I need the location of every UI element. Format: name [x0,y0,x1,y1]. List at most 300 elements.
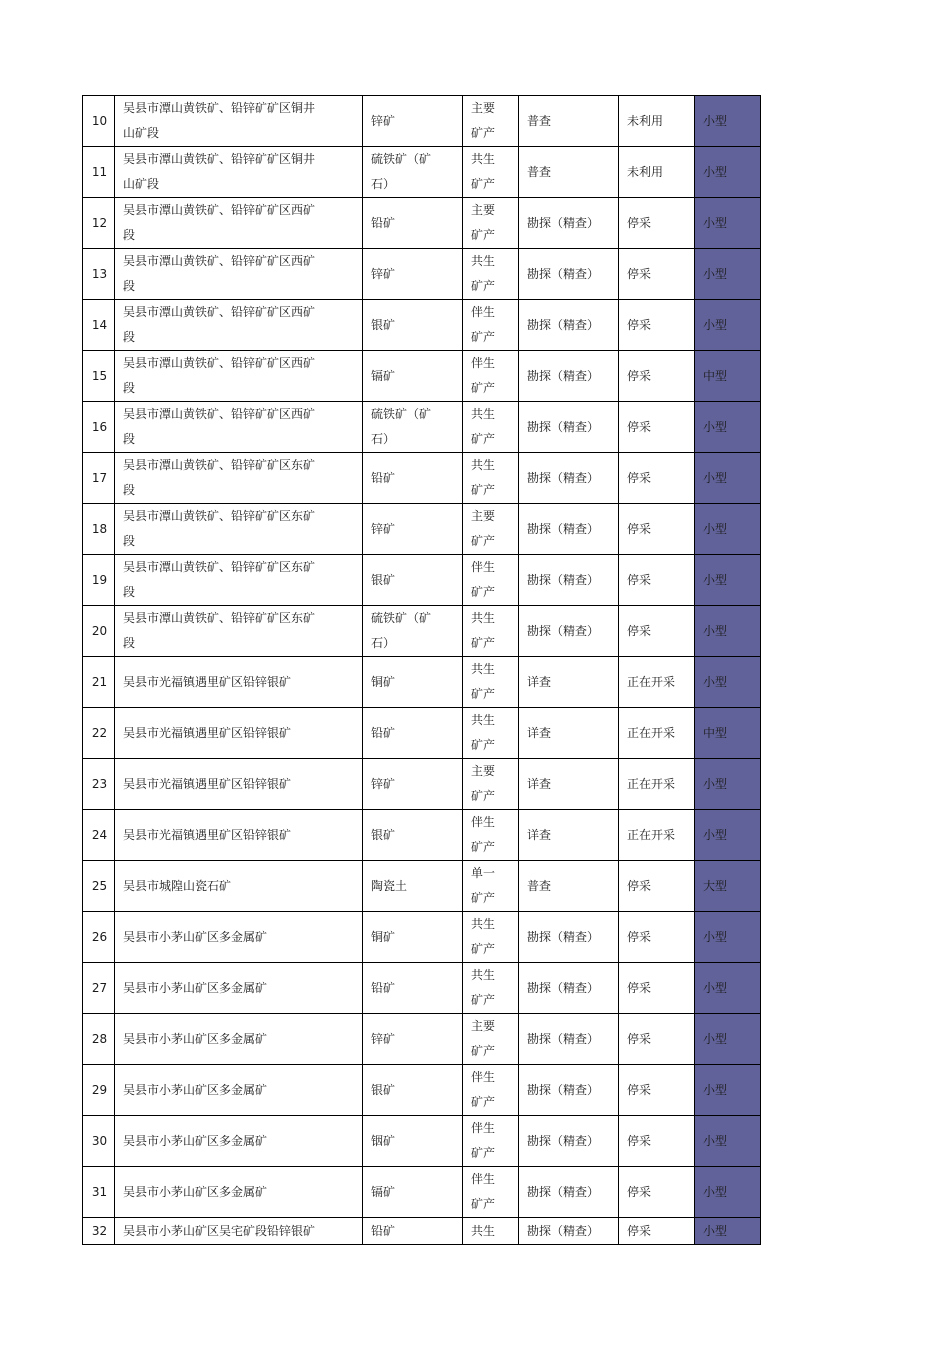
cell-number [83,861,115,912]
cell-number-text: 28 [91,1031,108,1046]
cell-deposit-name-text: 吴县市小茅山矿区多金属矿 [123,1031,268,1046]
cell-mineral-text: 锌矿 [371,1031,396,1046]
cell-deposit-name-text: 吴县市潭山黄铁矿、铅锌矿矿区西矿 段 [123,254,316,293]
cell-mineral-type-text: 单一 矿产 [471,866,496,905]
cell-exploration-stage-text: 勘探（精查） [527,980,600,995]
cell-mining-status [619,810,695,861]
cell-mineral-type [463,300,519,351]
cell-mineral-type-text: 伴生 矿产 [471,1070,496,1109]
cell-exploration-stage [519,1218,619,1245]
cell-mineral-type-text: 共生 [471,1223,496,1238]
cell-number [83,1065,115,1116]
cell-mineral-text: 铜矿 [371,929,396,944]
cell-exploration-stage [519,810,619,861]
cell-mineral-type [463,1065,519,1116]
cell-mining-status-text: 停采 [627,1133,652,1148]
cell-mineral-type [463,1116,519,1167]
cell-number [83,759,115,810]
cell-mineral [363,708,463,759]
cell-number [83,708,115,759]
cell-deposit-size-text: 大型 [703,878,728,893]
table-row [83,657,761,708]
cell-deposit-size [695,402,761,453]
table-row [83,147,761,198]
cell-mineral-text: 硫铁矿（矿 石） [371,611,432,650]
cell-mineral-text: 锌矿 [371,776,396,791]
cell-deposit-name-text: 吴县市小茅山矿区多金属矿 [123,1082,268,1097]
table-row [83,606,761,657]
cell-mineral-text: 陶瓷土 [371,878,408,893]
cell-exploration-stage [519,555,619,606]
cell-deposit-size-text: 小型 [703,1133,728,1148]
cell-exploration-stage-text: 勘探（精查） [527,1133,600,1148]
cell-number-text: 12 [91,215,108,230]
cell-number-text: 19 [91,572,108,587]
cell-deposit-name-text: 吴县市光福镇遇里矿区铅锌银矿 [123,776,292,791]
cell-mineral-type [463,504,519,555]
cell-number [83,147,115,198]
cell-mineral-type-text: 伴生 矿产 [471,356,496,395]
cell-deposit-name [115,402,363,453]
cell-deposit-name-text: 吴县市小茅山矿区多金属矿 [123,1133,268,1148]
cell-deposit-name-text: 吴县市潭山黄铁矿、铅锌矿矿区东矿 段 [123,611,316,650]
cell-deposit-size-text: 小型 [703,317,728,332]
cell-mining-status [619,300,695,351]
cell-deposit-name [115,1218,363,1245]
cell-number [83,555,115,606]
cell-mining-status [619,1014,695,1065]
cell-exploration-stage-text: 详查 [527,674,552,689]
cell-number [83,351,115,402]
cell-deposit-name-text: 吴县市潭山黄铁矿、铅锌矿矿区西矿 段 [123,203,316,242]
cell-exploration-stage-text: 普查 [527,113,552,128]
cell-deposit-name-text: 吴县市潭山黄铁矿、铅锌矿矿区西矿 段 [123,305,316,344]
cell-mineral [363,351,463,402]
cell-deposit-name [115,1167,363,1218]
cell-mineral [363,249,463,300]
cell-mineral-text: 铟矿 [371,1133,396,1148]
cell-exploration-stage [519,708,619,759]
cell-mining-status-text: 停采 [627,1184,652,1199]
cell-number-text: 13 [91,266,108,281]
cell-mineral-type-text: 主要 矿产 [471,1019,496,1058]
cell-deposit-size [695,708,761,759]
cell-mineral-type [463,810,519,861]
cell-exploration-stage-text: 详查 [527,827,552,842]
cell-mineral-type [463,1167,519,1218]
cell-deposit-name-text: 吴县市城隍山瓷石矿 [123,878,232,893]
cell-mining-status [619,1218,695,1245]
cell-exploration-stage-text: 普查 [527,164,552,179]
cell-deposit-name-text: 吴县市小茅山矿区多金属矿 [123,1184,268,1199]
cell-deposit-size [695,300,761,351]
cell-mineral-type [463,861,519,912]
cell-exploration-stage [519,759,619,810]
cell-deposit-size-text: 小型 [703,164,728,179]
cell-exploration-stage-text: 勘探（精查） [527,215,600,230]
cell-exploration-stage [519,1065,619,1116]
cell-deposit-size [695,555,761,606]
cell-mining-status-text: 未利用 [627,113,664,128]
cell-mining-status [619,606,695,657]
cell-number-text: 25 [91,878,108,893]
cell-mineral [363,861,463,912]
cell-mineral-text: 锌矿 [371,266,396,281]
cell-number-text: 27 [91,980,108,995]
table-row [83,504,761,555]
cell-deposit-size [695,198,761,249]
cell-deposit-name [115,912,363,963]
cell-mineral [363,1167,463,1218]
cell-exploration-stage-text: 勘探（精查） [527,1082,600,1097]
cell-deposit-name [115,504,363,555]
cell-exploration-stage-text: 勘探（精查） [527,368,600,383]
cell-deposit-size-text: 小型 [703,1082,728,1097]
cell-deposit-name [115,147,363,198]
cell-number [83,963,115,1014]
cell-deposit-size-text: 小型 [703,1223,728,1238]
cell-mineral [363,147,463,198]
cell-number [83,657,115,708]
cell-deposit-name [115,657,363,708]
mine-table [82,95,761,1245]
cell-mineral-text: 锌矿 [371,521,396,536]
cell-mineral-type-text: 共生 矿产 [471,254,496,293]
cell-mining-status [619,861,695,912]
table-row [83,759,761,810]
cell-deposit-size [695,249,761,300]
cell-exploration-stage [519,1014,619,1065]
cell-deposit-name-text: 吴县市光福镇遇里矿区铅锌银矿 [123,674,292,689]
cell-exploration-stage-text: 勘探（精查） [527,929,600,944]
table-body [83,96,761,1245]
cell-deposit-size-text: 小型 [703,776,728,791]
table-row [83,810,761,861]
cell-deposit-name [115,1065,363,1116]
cell-exploration-stage-text: 勘探（精查） [527,1223,600,1238]
cell-deposit-size-text: 小型 [703,1031,728,1046]
cell-deposit-size [695,606,761,657]
cell-deposit-name [115,810,363,861]
cell-mineral-text: 铅矿 [371,980,396,995]
cell-mineral-type [463,912,519,963]
cell-deposit-name-text: 吴县市小茅山矿区多金属矿 [123,929,268,944]
cell-mining-status [619,504,695,555]
cell-mineral-type-text: 伴生 矿产 [471,1121,496,1160]
cell-mineral-type-text: 共生 矿产 [471,458,496,497]
cell-exploration-stage [519,657,619,708]
cell-number [83,96,115,147]
cell-deposit-name [115,1116,363,1167]
cell-deposit-size [695,453,761,504]
cell-exploration-stage [519,351,619,402]
cell-deposit-size [695,657,761,708]
cell-deposit-size-text: 小型 [703,266,728,281]
cell-mining-status [619,351,695,402]
cell-deposit-name-text: 吴县市潭山黄铁矿、铅锌矿矿区东矿 段 [123,458,316,497]
cell-mineral-text: 镉矿 [371,1184,396,1199]
cell-deposit-size-text: 小型 [703,980,728,995]
table-row [83,861,761,912]
cell-deposit-size [695,861,761,912]
cell-mining-status-text: 停采 [627,317,652,332]
cell-exploration-stage [519,402,619,453]
cell-deposit-size [695,1167,761,1218]
cell-exploration-stage [519,1167,619,1218]
cell-deposit-size-text: 中型 [703,368,728,383]
cell-number-text: 20 [91,623,108,638]
cell-deposit-name [115,453,363,504]
cell-exploration-stage [519,504,619,555]
cell-mineral-type-text: 共生 矿产 [471,968,496,1007]
cell-number-text: 14 [91,317,108,332]
cell-deposit-name [115,606,363,657]
cell-mineral-type [463,351,519,402]
cell-exploration-stage [519,147,619,198]
cell-deposit-size-text: 中型 [703,725,728,740]
cell-deposit-name [115,351,363,402]
cell-number [83,1218,115,1245]
cell-mining-status [619,147,695,198]
cell-deposit-size-text: 小型 [703,623,728,638]
cell-mining-status [619,912,695,963]
cell-mineral-text: 银矿 [371,827,396,842]
table-row [83,1116,761,1167]
cell-exploration-stage-text: 勘探（精查） [527,419,600,434]
cell-deposit-size-text: 小型 [703,827,728,842]
cell-number [83,912,115,963]
cell-number-text: 11 [91,164,108,179]
cell-number-text: 15 [91,368,108,383]
table-row [83,708,761,759]
cell-mining-status [619,555,695,606]
cell-number [83,402,115,453]
cell-deposit-name [115,96,363,147]
table-row [83,1065,761,1116]
cell-exploration-stage-text: 普查 [527,878,552,893]
cell-exploration-stage [519,300,619,351]
cell-mineral-type [463,657,519,708]
cell-mining-status-text: 停采 [627,980,652,995]
cell-exploration-stage-text: 勘探（精查） [527,1184,600,1199]
cell-number-text: 29 [91,1082,108,1097]
cell-mineral-type-text: 主要 矿产 [471,203,496,242]
cell-number [83,249,115,300]
cell-exploration-stage-text: 勘探（精查） [527,623,600,638]
cell-deposit-name [115,861,363,912]
cell-mining-status [619,708,695,759]
cell-mineral-type-text: 伴生 矿产 [471,305,496,344]
cell-mineral [363,606,463,657]
cell-mineral-type-text: 共生 矿产 [471,611,496,650]
cell-number [83,1116,115,1167]
cell-deposit-name [115,249,363,300]
cell-number [83,810,115,861]
cell-deposit-size [695,1014,761,1065]
cell-exploration-stage [519,453,619,504]
cell-deposit-name-text: 吴县市小茅山矿区多金属矿 [123,980,268,995]
cell-mineral [363,759,463,810]
cell-number [83,504,115,555]
cell-exploration-stage-text: 勘探（精查） [527,470,600,485]
cell-exploration-stage [519,198,619,249]
cell-mineral [363,963,463,1014]
cell-deposit-size-text: 小型 [703,113,728,128]
cell-deposit-size-text: 小型 [703,572,728,587]
cell-deposit-size [695,1116,761,1167]
table-row [83,453,761,504]
table-row [83,249,761,300]
table-row [83,198,761,249]
cell-deposit-name-text: 吴县市光福镇遇里矿区铅锌银矿 [123,725,292,740]
cell-mineral [363,657,463,708]
cell-exploration-stage [519,963,619,1014]
cell-exploration-stage-text: 勘探（精查） [527,521,600,536]
cell-deposit-size [695,963,761,1014]
cell-mining-status-text: 停采 [627,419,652,434]
cell-deposit-name-text: 吴县市潭山黄铁矿、铅锌矿矿区东矿 段 [123,560,316,599]
cell-exploration-stage [519,912,619,963]
cell-mining-status-text: 停采 [627,470,652,485]
cell-mineral [363,402,463,453]
cell-mining-status-text: 未利用 [627,164,664,179]
cell-deposit-name [115,555,363,606]
cell-mineral-text: 铅矿 [371,725,396,740]
cell-mining-status [619,453,695,504]
cell-mining-status-text: 停采 [627,878,652,893]
cell-mineral-type-text: 主要 矿产 [471,509,496,548]
cell-number [83,606,115,657]
cell-mineral [363,300,463,351]
cell-mineral-text: 铅矿 [371,470,396,485]
cell-number-text: 18 [91,521,108,536]
cell-exploration-stage [519,861,619,912]
cell-mining-status-text: 停采 [627,623,652,638]
cell-mining-status-text: 停采 [627,929,652,944]
cell-mineral-type-text: 主要 矿产 [471,764,496,803]
cell-deposit-name-text: 吴县市潭山黄铁矿、铅锌矿矿区西矿 段 [123,407,316,446]
cell-mineral-type [463,606,519,657]
cell-number [83,1167,115,1218]
cell-mining-status [619,1065,695,1116]
cell-number [83,1014,115,1065]
table-row [83,1218,761,1245]
cell-mining-status [619,963,695,1014]
cell-mining-status [619,1116,695,1167]
table-row [83,555,761,606]
cell-mineral-type-text: 伴生 矿产 [471,1172,496,1211]
cell-mineral [363,198,463,249]
cell-mineral-type-text: 伴生 矿产 [471,560,496,599]
cell-deposit-size [695,912,761,963]
cell-deposit-size-text: 小型 [703,470,728,485]
cell-number-text: 30 [91,1133,108,1148]
cell-number-text: 31 [91,1184,108,1199]
cell-exploration-stage [519,1116,619,1167]
cell-mineral [363,1014,463,1065]
cell-deposit-size [695,759,761,810]
cell-mineral-type [463,198,519,249]
cell-mining-status-text: 停采 [627,368,652,383]
cell-mining-status-text: 停采 [627,1082,652,1097]
cell-mineral-type-text: 主要 矿产 [471,101,496,140]
cell-mining-status-text: 停采 [627,266,652,281]
cell-deposit-size [695,1218,761,1245]
cell-number-text: 23 [91,776,108,791]
cell-mining-status [619,249,695,300]
cell-mineral-text: 铅矿 [371,215,396,230]
cell-exploration-stage-text: 勘探（精查） [527,572,600,587]
cell-mining-status-text: 正在开采 [627,776,676,791]
cell-mineral-type [463,1218,519,1245]
cell-deposit-size [695,504,761,555]
cell-mining-status-text: 停采 [627,215,652,230]
cell-mineral [363,810,463,861]
cell-mineral-text: 银矿 [371,1082,396,1097]
table-row [83,912,761,963]
cell-deposit-name-text: 吴县市小茅山矿区吴宅矿段铅锌银矿 [123,1223,316,1238]
cell-number [83,198,115,249]
cell-number-text: 26 [91,929,108,944]
table-row [83,1167,761,1218]
cell-mineral [363,504,463,555]
cell-deposit-size-text: 小型 [703,929,728,944]
cell-mining-status-text: 正在开采 [627,827,676,842]
cell-number [83,300,115,351]
cell-mineral-type-text: 共生 矿产 [471,152,496,191]
cell-deposit-size [695,351,761,402]
cell-mining-status-text: 停采 [627,572,652,587]
cell-mineral-text: 银矿 [371,572,396,587]
cell-mineral-type-text: 伴生 矿产 [471,815,496,854]
cell-mineral-type [463,249,519,300]
cell-deposit-size-text: 小型 [703,215,728,230]
cell-mining-status-text: 停采 [627,521,652,536]
cell-exploration-stage [519,606,619,657]
cell-mineral-type [463,555,519,606]
cell-deposit-size-text: 小型 [703,1184,728,1199]
cell-deposit-size [695,96,761,147]
cell-mineral [363,555,463,606]
cell-deposit-name [115,198,363,249]
cell-mining-status [619,402,695,453]
table-row [83,351,761,402]
cell-deposit-size [695,147,761,198]
cell-mineral-text: 硫铁矿（矿 石） [371,152,432,191]
cell-mining-status-text: 停采 [627,1223,652,1238]
cell-mineral [363,1218,463,1245]
cell-mineral [363,1116,463,1167]
cell-number-text: 10 [91,113,108,128]
cell-mineral-text: 镉矿 [371,368,396,383]
cell-deposit-size [695,1065,761,1116]
cell-mineral-type-text: 共生 矿产 [471,662,496,701]
cell-deposit-name [115,708,363,759]
cell-exploration-stage [519,96,619,147]
cell-mining-status [619,657,695,708]
cell-deposit-size-text: 小型 [703,674,728,689]
cell-mineral [363,1065,463,1116]
cell-mineral-text: 锌矿 [371,113,396,128]
cell-exploration-stage-text: 详查 [527,776,552,791]
cell-deposit-name [115,1014,363,1065]
cell-deposit-name-text: 吴县市潭山黄铁矿、铅锌矿矿区西矿 段 [123,356,316,395]
cell-exploration-stage-text: 详查 [527,725,552,740]
cell-mineral-text: 硫铁矿（矿 石） [371,407,432,446]
cell-mineral-type [463,96,519,147]
cell-exploration-stage-text: 勘探（精查） [527,266,600,281]
cell-mineral-type [463,759,519,810]
